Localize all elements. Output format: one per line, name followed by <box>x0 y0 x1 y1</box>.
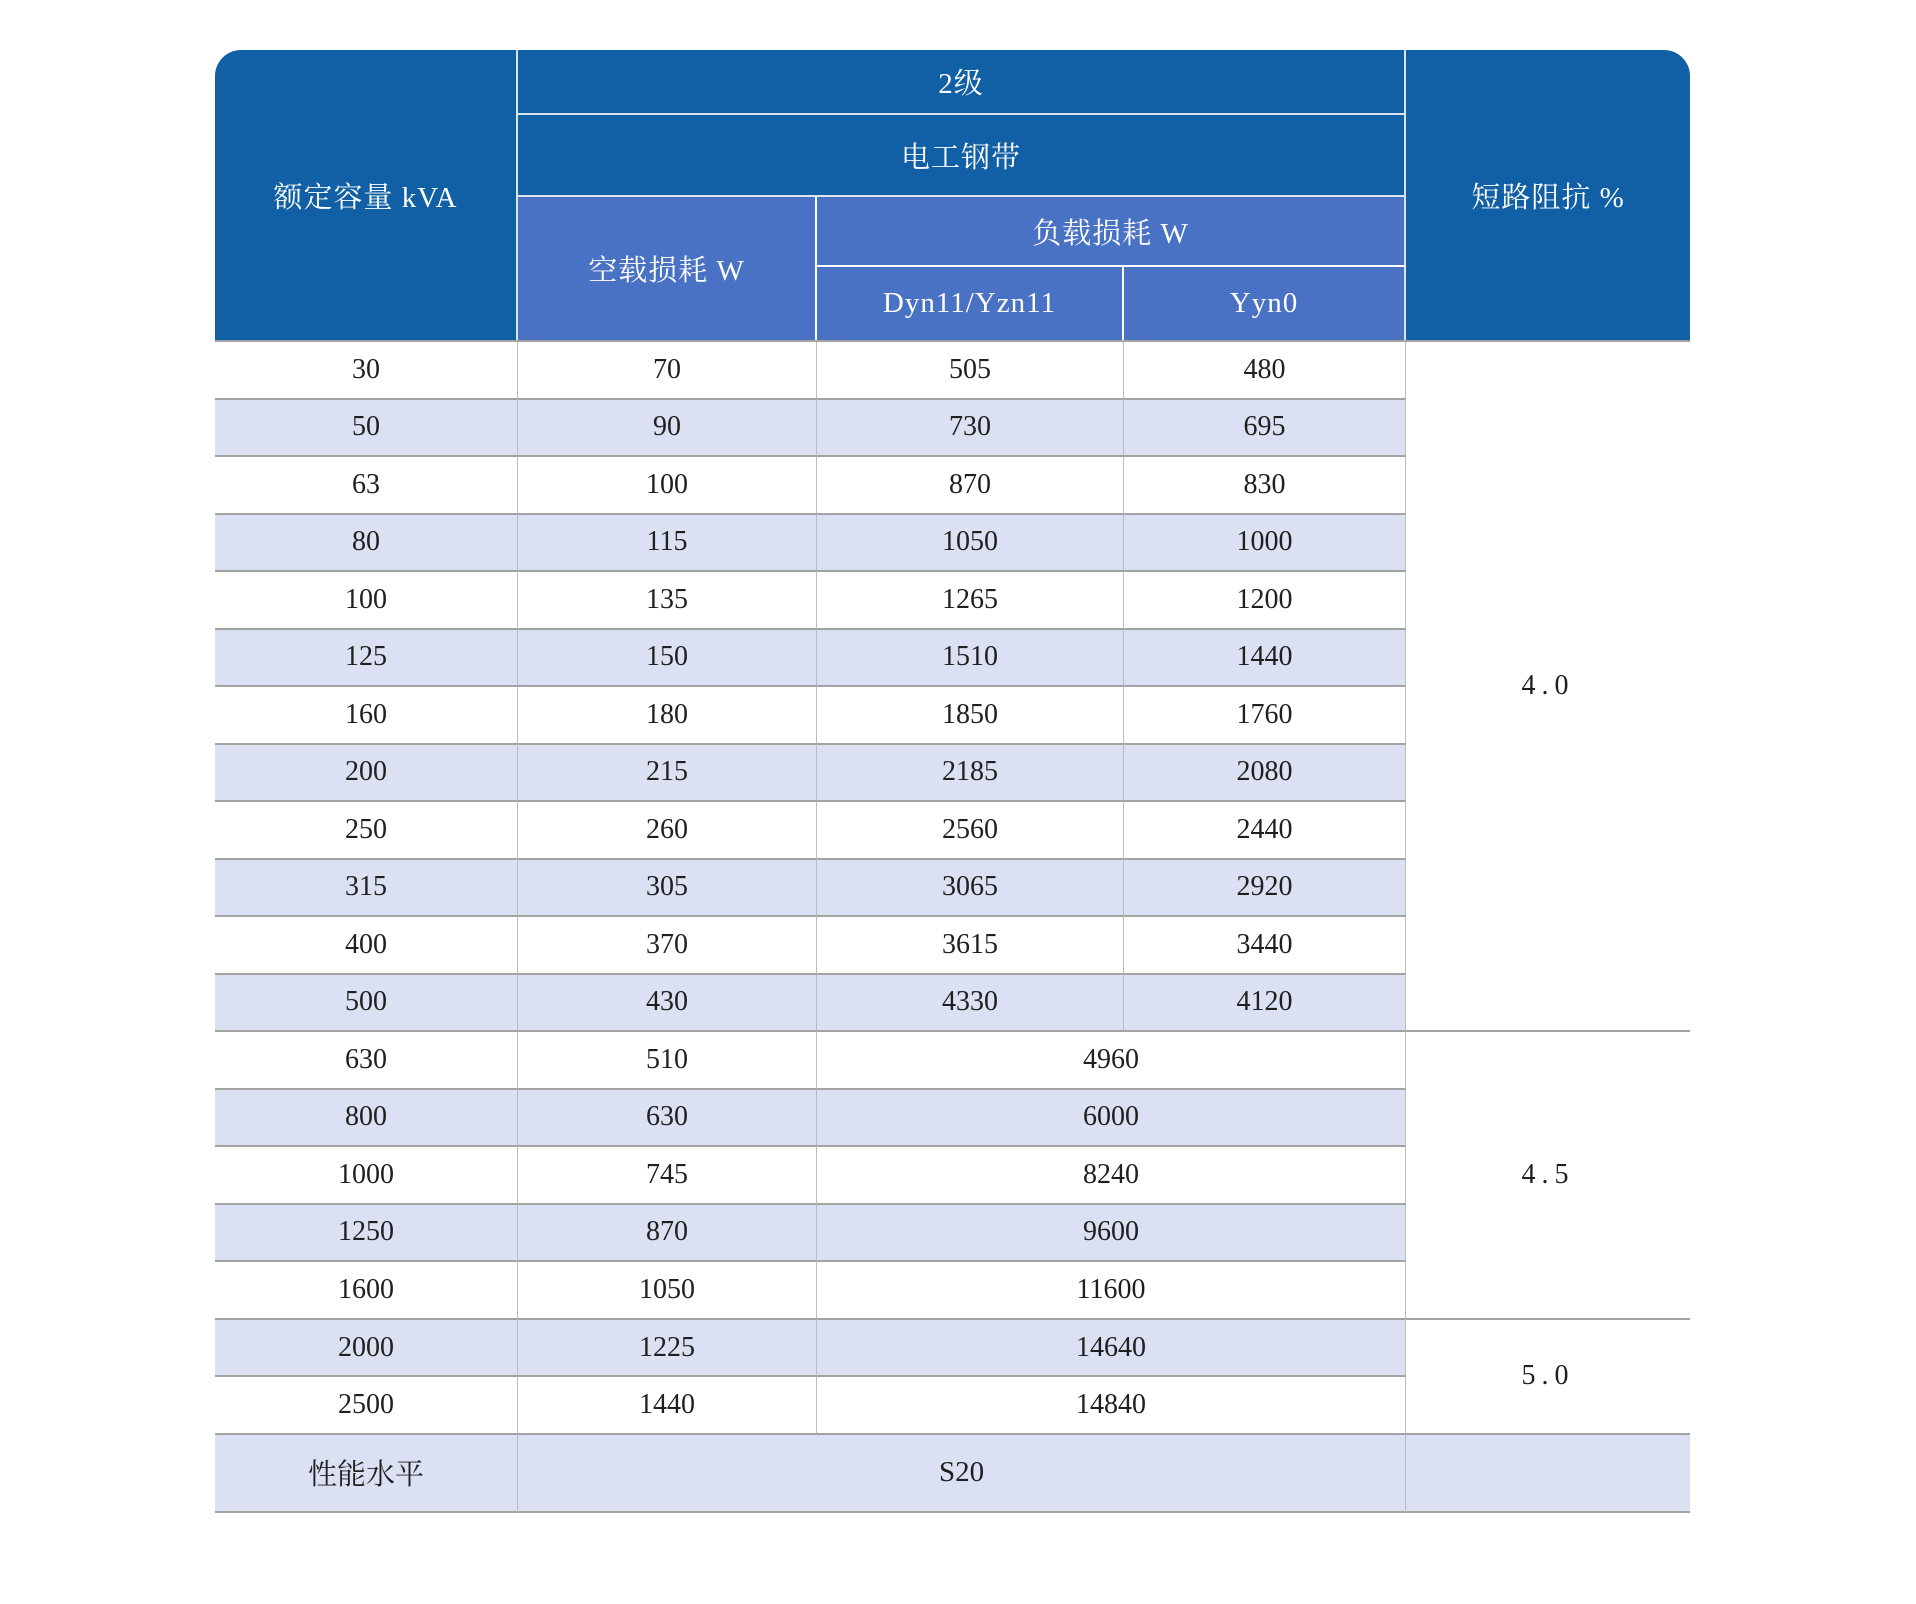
no-load-loss-cell: 90 <box>518 398 817 456</box>
capacity-cell: 50 <box>215 398 518 456</box>
impedance-value-cell: 4.5 <box>1406 1030 1690 1318</box>
header-vector-dyn11-yzn11: Dyn11/Yzn11 <box>817 267 1124 340</box>
table-row <box>215 1318 1690 1376</box>
load-loss-yyn0-cell: 695 <box>1124 398 1406 456</box>
header-rated-capacity: 额定容量 kVA <box>215 50 518 340</box>
no-load-loss-cell: 1440 <box>518 1375 817 1433</box>
table-row <box>215 340 1690 398</box>
load-loss-yyn0-cell: 2440 <box>1124 800 1406 858</box>
capacity-cell: 630 <box>215 1030 518 1088</box>
impedance-value-cell: 4.0 <box>1406 340 1690 1030</box>
load-loss-yyn0-cell: 2920 <box>1124 858 1406 916</box>
capacity-cell: 1600 <box>215 1260 518 1318</box>
capacity-cell: 500 <box>215 973 518 1031</box>
no-load-loss-cell: 135 <box>518 570 817 628</box>
no-load-loss-cell: 870 <box>518 1203 817 1261</box>
no-load-loss-cell: 115 <box>518 513 817 571</box>
no-load-loss-cell: 370 <box>518 915 817 973</box>
load-loss-dyn11-cell: 1265 <box>817 570 1124 628</box>
footer-row <box>215 1433 1690 1513</box>
no-load-loss-cell: 1225 <box>518 1318 817 1376</box>
capacity-cell: 400 <box>215 915 518 973</box>
footer-impedance-blank-cell <box>1406 1433 1690 1513</box>
load-loss-dyn11-cell: 3615 <box>817 915 1124 973</box>
header-vector-yyn0: Yyn0 <box>1124 267 1406 340</box>
no-load-loss-cell: 100 <box>518 455 817 513</box>
load-loss-dyn11-cell: 870 <box>817 455 1124 513</box>
load-loss-yyn0-cell: 480 <box>1124 340 1406 398</box>
performance-level-value: S20 <box>518 1433 1406 1513</box>
capacity-cell: 200 <box>215 743 518 801</box>
capacity-cell: 80 <box>215 513 518 571</box>
performance-level-label: 性能水平 <box>215 1433 518 1513</box>
load-loss-cell: 14840 <box>817 1375 1406 1433</box>
no-load-loss-cell: 260 <box>518 800 817 858</box>
capacity-cell: 30 <box>215 340 518 398</box>
no-load-loss-cell: 630 <box>518 1088 817 1146</box>
no-load-loss-cell: 745 <box>518 1145 817 1203</box>
load-loss-yyn0-cell: 4120 <box>1124 973 1406 1031</box>
no-load-loss-cell: 215 <box>518 743 817 801</box>
header-level: 2级 <box>518 50 1406 115</box>
load-loss-dyn11-cell: 2560 <box>817 800 1124 858</box>
capacity-cell: 2000 <box>215 1318 518 1376</box>
capacity-cell: 63 <box>215 455 518 513</box>
capacity-cell: 160 <box>215 685 518 743</box>
table-header <box>215 50 1690 340</box>
table-body <box>215 340 1690 1513</box>
load-loss-yyn0-cell: 830 <box>1124 455 1406 513</box>
no-load-loss-cell: 430 <box>518 973 817 1031</box>
load-loss-dyn11-cell: 3065 <box>817 858 1124 916</box>
load-loss-dyn11-cell: 1510 <box>817 628 1124 686</box>
load-loss-dyn11-cell: 2185 <box>817 743 1124 801</box>
capacity-cell: 800 <box>215 1088 518 1146</box>
load-loss-yyn0-cell: 1440 <box>1124 628 1406 686</box>
header-short-circuit-impedance: 短路阻抗 % <box>1406 50 1690 340</box>
load-loss-cell: 4960 <box>817 1030 1406 1088</box>
no-load-loss-cell: 1050 <box>518 1260 817 1318</box>
load-loss-cell: 6000 <box>817 1088 1406 1146</box>
capacity-cell: 100 <box>215 570 518 628</box>
load-loss-cell: 9600 <box>817 1203 1406 1261</box>
no-load-loss-cell: 510 <box>518 1030 817 1088</box>
header-load-loss: 负载损耗 W <box>817 197 1406 267</box>
load-loss-dyn11-cell: 505 <box>817 340 1124 398</box>
no-load-loss-cell: 180 <box>518 685 817 743</box>
no-load-loss-cell: 70 <box>518 340 817 398</box>
load-loss-cell: 14640 <box>817 1318 1406 1376</box>
load-loss-yyn0-cell: 2080 <box>1124 743 1406 801</box>
table-row <box>215 1030 1690 1088</box>
capacity-cell: 2500 <box>215 1375 518 1433</box>
load-loss-dyn11-cell: 1850 <box>817 685 1124 743</box>
load-loss-dyn11-cell: 730 <box>817 398 1124 456</box>
capacity-cell: 315 <box>215 858 518 916</box>
header-core-material: 电工钢带 <box>518 115 1406 197</box>
impedance-value-cell: 5.0 <box>1406 1318 1690 1433</box>
load-loss-yyn0-cell: 1200 <box>1124 570 1406 628</box>
capacity-cell: 250 <box>215 800 518 858</box>
load-loss-yyn0-cell: 3440 <box>1124 915 1406 973</box>
load-loss-yyn0-cell: 1760 <box>1124 685 1406 743</box>
no-load-loss-cell: 150 <box>518 628 817 686</box>
capacity-cell: 1000 <box>215 1145 518 1203</box>
capacity-cell: 1250 <box>215 1203 518 1261</box>
transformer-spec-table <box>215 50 1690 1513</box>
no-load-loss-cell: 305 <box>518 858 817 916</box>
capacity-cell: 125 <box>215 628 518 686</box>
header-no-load-loss: 空载损耗 W <box>518 197 817 340</box>
load-loss-cell: 11600 <box>817 1260 1406 1318</box>
load-loss-yyn0-cell: 1000 <box>1124 513 1406 571</box>
load-loss-dyn11-cell: 4330 <box>817 973 1124 1031</box>
load-loss-dyn11-cell: 1050 <box>817 513 1124 571</box>
header-row-level <box>215 50 1690 115</box>
load-loss-cell: 8240 <box>817 1145 1406 1203</box>
